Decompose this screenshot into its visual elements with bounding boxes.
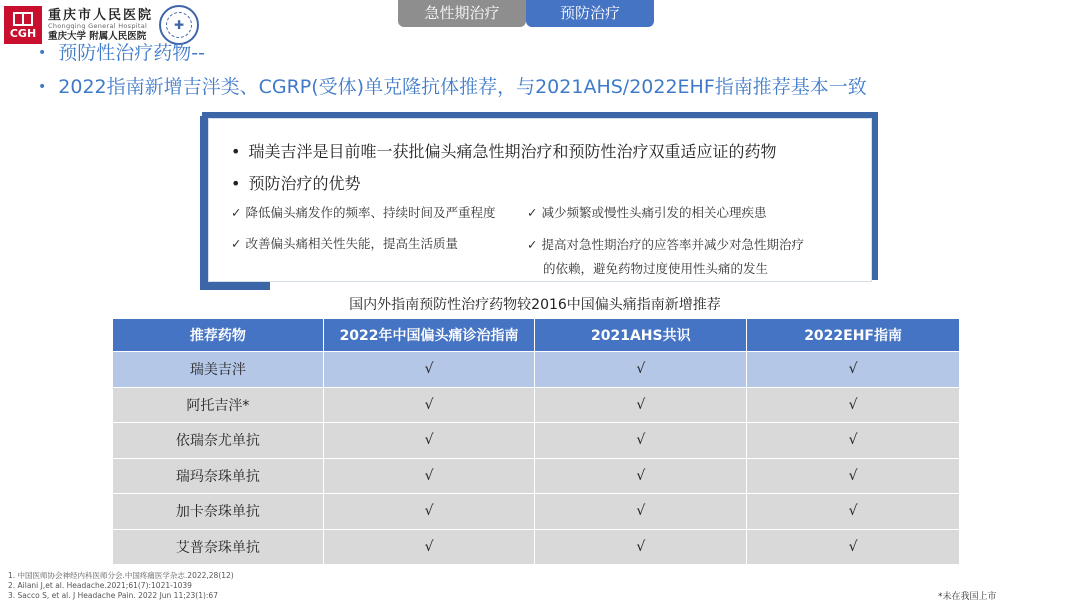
check-cell: √ (747, 494, 960, 530)
tab-acute-treatment[interactable]: 急性期治疗 (398, 0, 526, 27)
header-ahs-2021: 2021AHS共识 (535, 319, 747, 352)
table-row (113, 387, 960, 423)
callout-line-advantages: • 预防治疗的优势 (231, 174, 361, 193)
callout-line-rimegepant: • 瑞美吉泮是目前唯一获批偏头痛急性期治疗和预防性治疗双重适应证的药物 (231, 142, 777, 161)
checkmark-icon: ✓ (231, 205, 242, 220)
check-cell: √ (747, 423, 960, 459)
check-cell: √ (747, 387, 960, 423)
table-row (113, 494, 960, 530)
footnote-not-marketed: *未在我国上市 (938, 592, 997, 602)
table-row (113, 458, 960, 494)
check-cell: √ (535, 423, 747, 459)
drug-name: 瑞玛奈珠单抗 (113, 458, 324, 494)
check-cell: √ (747, 458, 960, 494)
drug-name: 瑞美吉泮 (113, 352, 324, 388)
check-item: ✓ 改善偏头痛相关性失能，提高生活质量 (231, 236, 458, 251)
check-item: ✓ 降低偏头痛发作的频率、持续时间及严重程度 (231, 205, 496, 220)
check-cell: √ (323, 423, 535, 459)
drug-name: 依瑞奈尤单抗 (113, 423, 324, 459)
logo-name-en: Chongqing General Hospital (48, 22, 148, 30)
table-row (113, 352, 960, 388)
callout-box (208, 118, 872, 282)
logo-name-cn2: 重庆大学 附属人民医院 (48, 30, 147, 42)
check-cell: √ (535, 494, 747, 530)
table-row (113, 423, 960, 459)
check-cell: √ (323, 352, 535, 388)
table-row (113, 529, 960, 565)
check-cell: √ (747, 352, 960, 388)
header-drug: 推荐药物 (113, 319, 324, 352)
reference-item: 2. Ailani J,et al. Headache.2021;61(7):1021-1039 (8, 581, 192, 590)
tab-preventive-treatment[interactable]: 预防治疗 (526, 0, 654, 27)
drug-name: 加卡奈珠单抗 (113, 494, 324, 530)
cgh-logo-icon: CGH (4, 6, 42, 44)
check-item: ✓ 减少频繁或慢性头痛引发的相关心理疾患 (527, 205, 767, 220)
reference-item: 1. 中国医师协会神经内科医师分会.中国疼痛医学杂志.2022,28(12) (8, 571, 234, 580)
table-title: 国内外指南预防性治疗药物较2016中国偏头痛指南新增推荐 (349, 297, 721, 313)
checkmark-icon: ✓ (527, 237, 538, 252)
table-header-row (113, 319, 960, 352)
checkmark-icon: ✓ (231, 236, 242, 251)
check-cell: √ (535, 352, 747, 388)
recommendation-table (112, 318, 960, 565)
check-cell: √ (323, 494, 535, 530)
logo-name-cn: 重庆市人民医院 (48, 8, 154, 23)
checkmark-icon: ✓ (527, 205, 538, 220)
section-tabs (398, 0, 654, 27)
bullet-preventive-drugs: • 预防性治疗药物-- (38, 42, 205, 64)
check-item-continued: 的依赖，避免药物过度使用性头痛的发生 (543, 261, 769, 276)
bullet-dot: • (38, 45, 47, 61)
check-item: ✓ 提高对急性期治疗的应答率并减少对急性期治疗 (527, 237, 804, 252)
check-cell: √ (535, 529, 747, 565)
check-cell: √ (323, 387, 535, 423)
bullet-dot: • (38, 79, 47, 95)
check-cell: √ (747, 529, 960, 565)
drug-name: 艾普奈珠单抗 (113, 529, 324, 565)
check-cell: √ (323, 458, 535, 494)
header-ehf-2022: 2022EHF指南 (747, 319, 960, 352)
bullet-guideline-update: • 2022指南新增吉泮类、CGRP(受体)单克隆抗体推荐，与2021AHS/2022EHF指南推荐基本一致 (38, 76, 867, 98)
check-cell: √ (323, 529, 535, 565)
logo-text (48, 9, 153, 41)
reference-item: 3. Sacco S, et al. J Headache Pain. 2022 Jun 11;23(1):67 (8, 591, 218, 600)
check-cell: √ (535, 387, 747, 423)
references (8, 571, 234, 601)
check-cell: √ (535, 458, 747, 494)
header-china-2022: 2022年中国偏头痛诊治指南 (323, 319, 535, 352)
drug-name: 阿托吉泮* (113, 387, 324, 423)
